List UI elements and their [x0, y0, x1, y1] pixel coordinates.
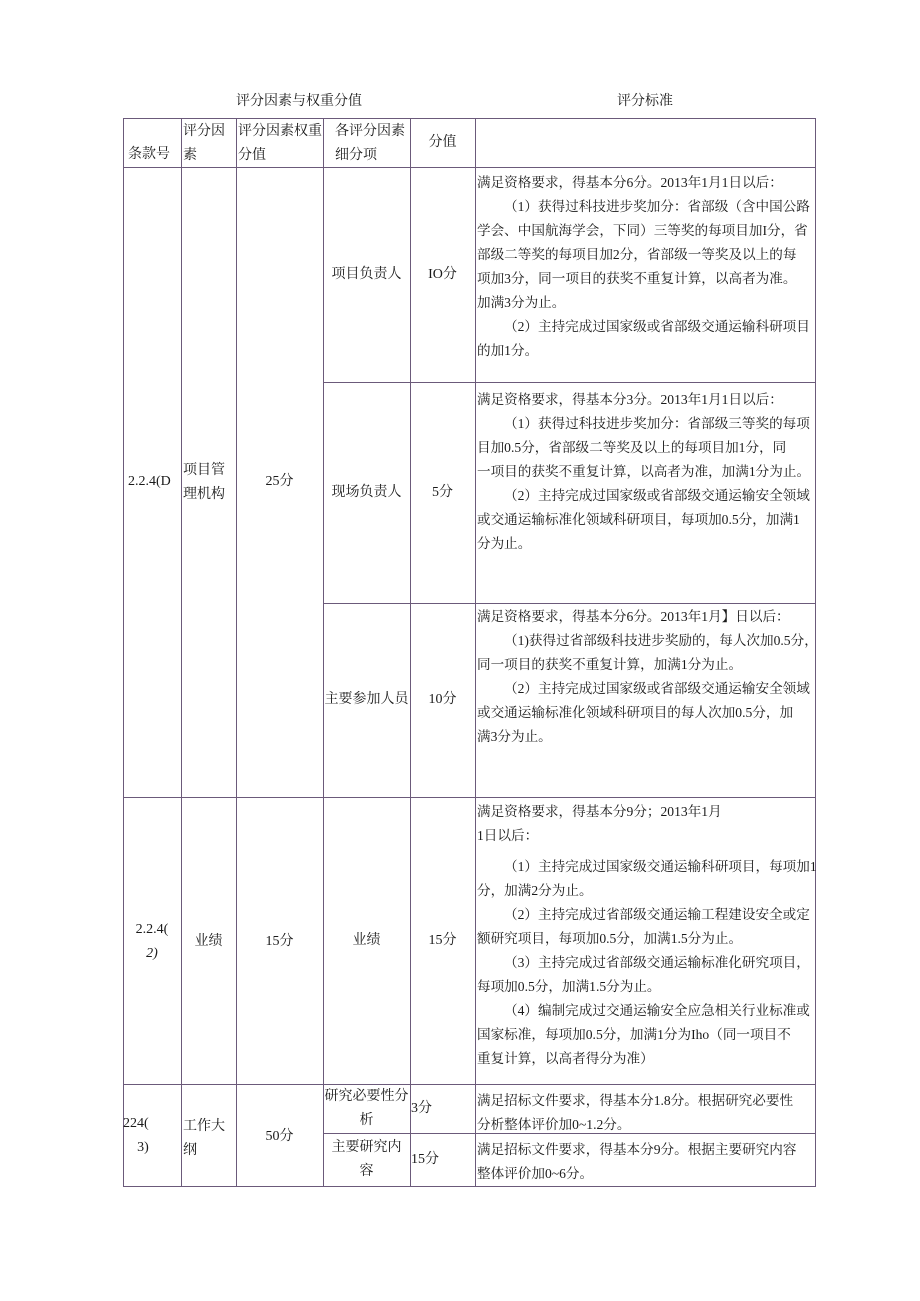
factor-text: 工作大 — [183, 1119, 225, 1134]
weight-cell: 25分 — [265, 474, 294, 489]
subitem-cell — [323, 167, 410, 382]
criteria-line: 满足资格要求，得基本分6分。2013年1月】日以后： — [477, 609, 790, 624]
table-rule — [123, 1186, 816, 1187]
criteria-line: （2）主持完成过国家级或省部级交通运输安全领域 — [504, 488, 810, 503]
subitem-text: 现场负责人 — [331, 484, 402, 500]
header-text: 细分项 — [335, 148, 377, 163]
table-rule — [123, 118, 124, 1187]
criteria-line: 一项目的获奖不重复计算，以高者为准，加满1分为止。 — [477, 464, 811, 479]
caption-factors: 评分因素与权重分值 — [236, 94, 362, 109]
criteria-line: 学会、中国航海学会，下同）三等奖的每项目加I分，省 — [477, 223, 808, 238]
header-text: 素 — [183, 148, 197, 163]
clause-cell — [123, 918, 181, 966]
criteria-line: 满足招标文件要求，得基本分1.8分。根据研究必要性 — [477, 1093, 794, 1108]
clause-text: 2) — [146, 946, 158, 961]
criteria-line: 分，加满2分为止。 — [477, 883, 593, 898]
criteria-line: 重复计算，以高者得分为准） — [477, 1051, 654, 1066]
criteria-line: 每项加0.5分，加满1.5分为止。 — [477, 979, 661, 994]
criteria-line: （1)获得过省部级科技进步奖励的，每人次加0.5分， — [504, 633, 818, 648]
header-score: 分值 — [428, 134, 457, 150]
subitem-cell — [323, 1084, 410, 1133]
weight-cell: 50分 — [265, 1129, 294, 1144]
subitem-text: 业绩 — [352, 932, 381, 948]
criteria-line: （1）获得过科技进步奖加分：省部级三等奖的每项 — [504, 416, 810, 431]
criteria-line: 分为止。 — [477, 536, 532, 551]
criteria-line: 满足招标文件要求，得基本分9分。根据主要研究内容 — [477, 1142, 797, 1157]
header-factor — [183, 120, 225, 168]
criteria-line: 同一项目的获奖不重复计算，加满1分为止。 — [477, 657, 743, 672]
factor-cell — [183, 1115, 225, 1163]
criteria-line: 分析整体评价加0~1.2分。 — [477, 1117, 631, 1132]
criteria-line: 满足资格要求，得基本分9分；2013年1月 — [477, 804, 722, 819]
subitem-text: 主要参加人员 — [324, 692, 409, 707]
criteria-line: 项加3分，同一项目的获奖不重复计算，以高者为准。 — [477, 271, 797, 286]
criteria-line: 整体评价加0~6分。 — [477, 1166, 594, 1181]
criteria-line: 部级二等奖的每项目加2分，省部级一等奖及以上的每 — [477, 247, 797, 262]
score-cell: 15分 — [428, 932, 457, 948]
header-subitem — [335, 120, 405, 168]
clause-text: 224( — [123, 1116, 149, 1131]
subitem-cell — [323, 1133, 410, 1186]
factor-text: 项目管 — [183, 463, 225, 478]
header-clause: 条款号 — [128, 147, 170, 162]
criteria-line: （1）获得过科技进步奖加分：省部级（含中国公路 — [504, 199, 810, 214]
subitem-text: 析 — [359, 1112, 374, 1128]
score-cell: IO分 — [428, 266, 457, 282]
subitem-cell — [323, 797, 410, 1084]
criteria-line: 的加1分。 — [477, 343, 539, 358]
criteria-line: 目加0.5分，省部级二等奖及以上的每项目加1分，同 — [477, 440, 787, 455]
header-text: 评分因素权重 — [238, 124, 322, 139]
factor-text: 理机构 — [183, 487, 225, 502]
header-text: 各评分因素 — [335, 124, 405, 139]
table-rule — [475, 118, 476, 1187]
clause-text: 2.2.4( — [135, 922, 169, 937]
score-cell: 15分 — [411, 1151, 439, 1167]
subitem-text: 主要研究内 — [331, 1139, 402, 1155]
header-text: 评分因 — [183, 124, 225, 139]
table-rule — [123, 1084, 816, 1085]
clause-cell — [123, 1112, 163, 1160]
subitem-cell — [323, 603, 410, 797]
table-rule — [236, 118, 237, 1187]
header-weight — [238, 120, 322, 168]
criteria-line: 额研究项目，每项加0.5分，加满1.5分为止。 — [477, 931, 743, 946]
score-cell: 5分 — [432, 484, 453, 500]
criteria-line: 或交通运输标准化领域科研项目，每项加0.5分，加满1 — [477, 512, 800, 527]
criteria-line: 满足资格要求，得基本分3分。2013年1月1日以后： — [477, 392, 783, 407]
criteria-line: 满足资格要求，得基本分6分。2013年1月1日以后： — [477, 175, 783, 190]
criteria-line: 加满3分为止。 — [477, 295, 566, 310]
caption-criteria: 评分标准 — [617, 94, 673, 109]
criteria-line: （2）主持完成过省部级交通运输工程建设安全或定 — [504, 907, 810, 922]
factor-cell — [183, 459, 225, 507]
score-cell: 10分 — [428, 692, 457, 707]
criteria-line: 1日以后： — [477, 828, 539, 843]
criteria-line: （1）主持完成过国家级交通运输科研项目，每项加1 — [504, 859, 817, 874]
clause-cell: 2.2.4(D — [128, 474, 171, 489]
criteria-line: 满3分为止。 — [477, 729, 552, 744]
criteria-line: （2）主持完成过国家级或省部级交通运输科研项目 — [504, 319, 810, 334]
criteria-line: （2）主持完成过国家级或省部级交通运输安全领域 — [504, 681, 810, 696]
criteria-line: （4）编制完成过交通运输安全应急相关行业标准或 — [504, 1003, 810, 1018]
criteria-line: 或交通运输标准化领域科研项目的每人次加0.5分，加 — [477, 705, 794, 720]
factor-text: 纲 — [183, 1143, 197, 1158]
criteria-line: 国家标准，每项加0.5分，加满1分为Iho（同一项目不 — [477, 1027, 791, 1042]
weight-cell: 15分 — [265, 934, 294, 949]
criteria-line: （3）主持完成过省部级交通运输标准化研究项目， — [504, 955, 810, 970]
header-text: 分值 — [238, 148, 266, 163]
subitem-text: 容 — [359, 1163, 374, 1179]
subitem-text: 研究必要性分 — [324, 1088, 409, 1104]
table-rule — [181, 118, 182, 1187]
score-cell: 3分 — [411, 1100, 432, 1116]
subitem-cell — [323, 382, 410, 603]
clause-text: 3) — [137, 1140, 149, 1155]
factor-cell: 业绩 — [194, 934, 223, 949]
subitem-text: 项目负责人 — [331, 266, 402, 282]
